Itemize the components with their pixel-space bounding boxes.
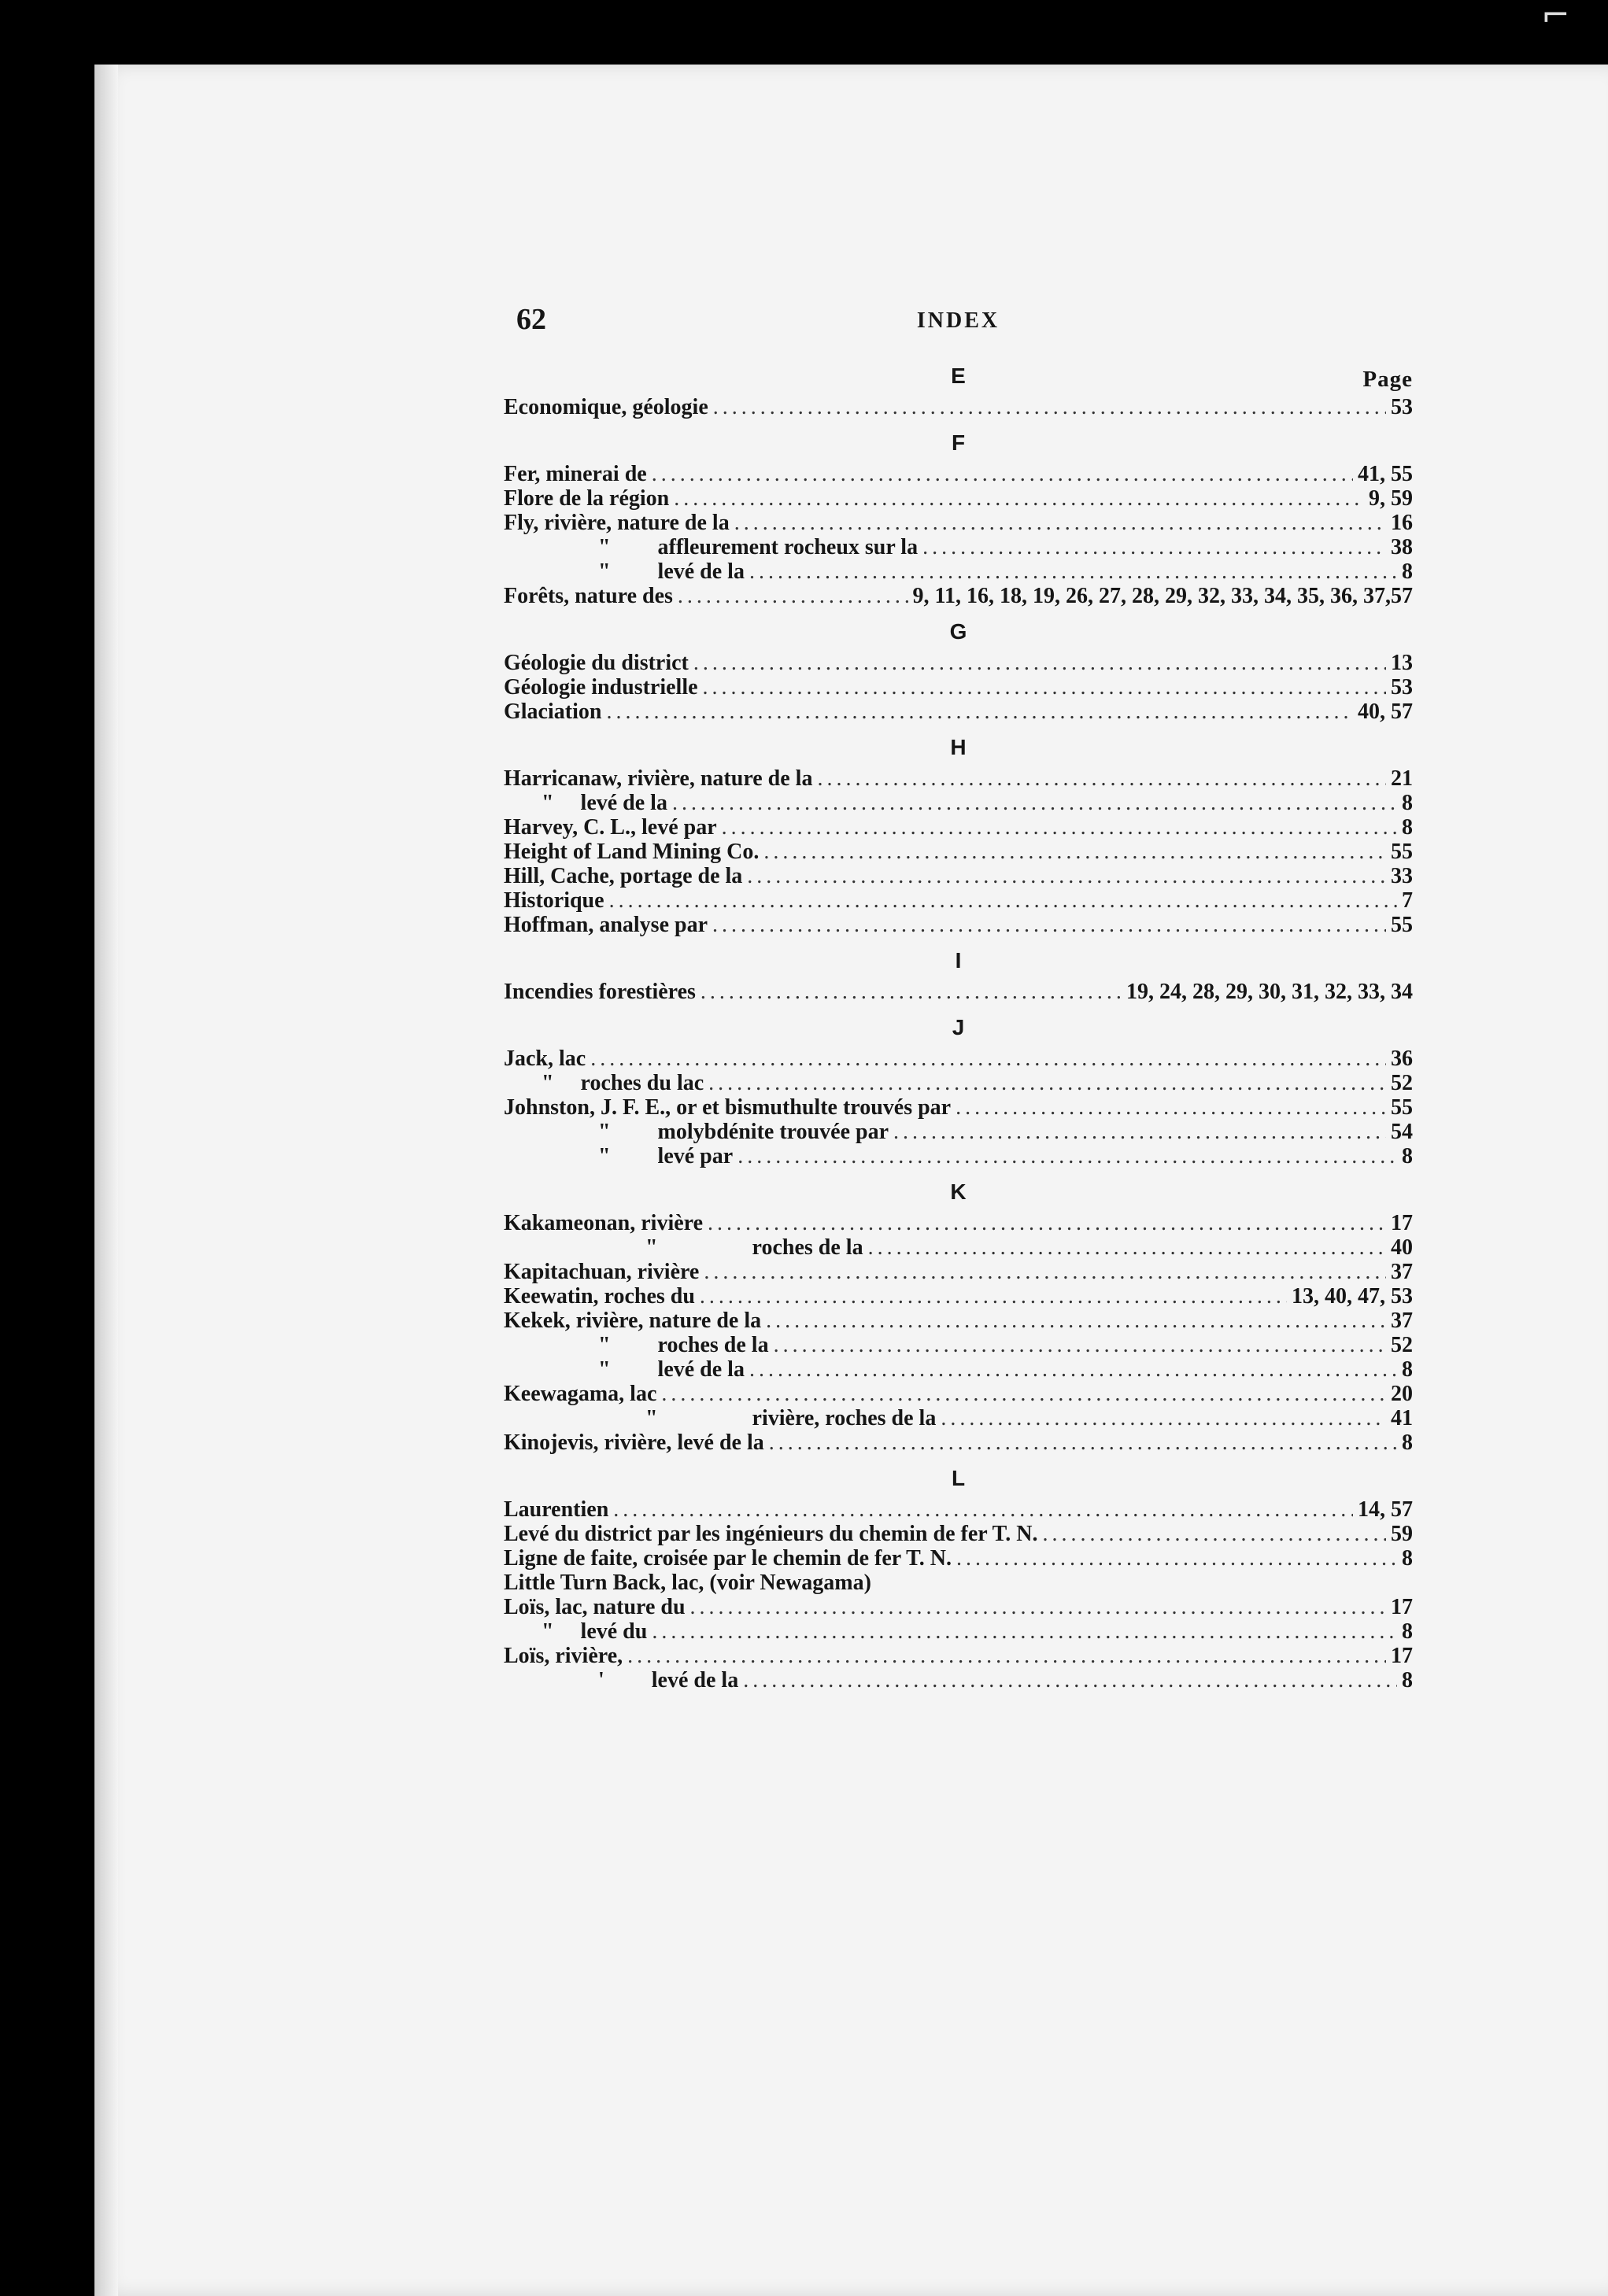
ditto-mark: ' — [598, 1668, 604, 1692]
index-page-refs: 9, 59 — [1369, 486, 1413, 511]
index-term-text: Levé du district par les ingénieurs du chemin de fer T. N. — [504, 1522, 1038, 1546]
index-term — [504, 1406, 936, 1430]
leader-dots — [774, 1333, 1386, 1357]
leader-dots — [817, 766, 1386, 791]
ditto-mark: " — [598, 1120, 611, 1144]
leader-dots — [737, 1144, 1397, 1168]
ditto-mark: " — [542, 1071, 554, 1095]
index-page-refs: 17 — [1391, 1595, 1413, 1619]
index-entry — [504, 1382, 1413, 1406]
page-edge-shadow — [94, 65, 118, 2296]
index-section-k — [504, 1179, 1413, 1455]
index-page-refs: 38 — [1391, 535, 1413, 559]
section-letter-row — [504, 1466, 1413, 1497]
index-term — [504, 651, 689, 675]
index-entry — [504, 675, 1413, 700]
index-page-refs: 17 — [1391, 1644, 1413, 1668]
index-entry — [504, 535, 1413, 559]
index-entry — [504, 1071, 1413, 1095]
index-entry — [504, 766, 1413, 791]
index-term — [504, 1046, 586, 1071]
index-entry — [504, 559, 1413, 584]
leader-dots — [672, 791, 1397, 815]
leader-dots — [704, 1260, 1386, 1284]
index-term — [504, 1260, 699, 1284]
section-letter: L — [951, 1466, 966, 1490]
index-term-text: affleurement rocheux sur la — [657, 535, 919, 559]
index-entry — [504, 1333, 1413, 1357]
leader-dots — [734, 511, 1386, 535]
section-letter-row — [504, 619, 1413, 651]
index-term-text: Keewatin, roches du — [504, 1284, 695, 1309]
index-term-text: Forêts, nature des — [504, 584, 673, 608]
index-page-refs: 41, 55 — [1358, 462, 1413, 486]
section-letter: J — [952, 1015, 965, 1039]
index-page-refs: 37 — [1391, 1260, 1413, 1284]
index-page-refs: 8 — [1402, 1144, 1413, 1168]
section-letter: F — [951, 430, 966, 455]
index-section-e — [504, 364, 1413, 419]
index-term — [504, 1595, 686, 1619]
ditto-mark: " — [598, 1144, 611, 1168]
leader-dots — [674, 486, 1364, 511]
index-section-j — [504, 1015, 1413, 1168]
index-term-text: levé de la — [657, 559, 745, 584]
ditto-mark: " — [645, 1406, 658, 1430]
page-number: 62 — [516, 303, 546, 336]
leader-dots — [613, 1497, 1353, 1522]
index-term — [504, 1211, 703, 1235]
index-term-text: Géologie industrielle — [504, 675, 698, 700]
ditto-mark: " — [542, 1619, 554, 1644]
leader-dots — [747, 864, 1386, 888]
index-term — [504, 1144, 733, 1168]
index-page-refs: 55 — [1391, 913, 1413, 937]
index-entry — [504, 815, 1413, 840]
index-entry — [504, 840, 1413, 864]
index-page-refs: 33 — [1391, 864, 1413, 888]
leader-dots — [708, 1211, 1386, 1235]
index-term-text: Kakameonan, rivière — [504, 1211, 704, 1235]
index-page-refs: 40, 57 — [1358, 700, 1413, 724]
index-page-refs: 20 — [1391, 1382, 1413, 1406]
index-entry — [504, 1260, 1413, 1284]
leader-dots — [700, 1284, 1287, 1309]
section-letter: E — [951, 364, 966, 388]
index-entry — [504, 864, 1413, 888]
index-page-refs: 8 — [1402, 1546, 1413, 1571]
leader-dots — [941, 1406, 1386, 1430]
index-entry — [504, 511, 1413, 535]
leader-dots — [627, 1644, 1386, 1668]
index-term — [504, 1668, 738, 1692]
index-term-text: Kapitachuan, rivière — [504, 1260, 700, 1284]
index-term — [504, 1619, 647, 1644]
index-term-text: levé de la — [657, 1357, 745, 1382]
index-entry — [504, 1668, 1413, 1692]
index-page-refs: 55 — [1391, 1095, 1413, 1120]
index-term — [504, 1644, 623, 1668]
index-entry — [504, 1309, 1413, 1333]
index-term — [504, 1357, 745, 1382]
index-term — [504, 913, 708, 937]
index-term-text: Glaciation — [504, 700, 602, 724]
index-term — [504, 700, 601, 724]
index-term-text: Little Turn Back, lac, (voir Newagama) — [504, 1571, 871, 1595]
index-term-text: Harvey, C. L., levé par — [504, 815, 717, 840]
index-entry — [504, 1644, 1413, 1668]
leader-dots — [722, 815, 1397, 840]
index-term-text: Economique, géologie — [504, 395, 708, 419]
index-entry — [504, 1046, 1413, 1071]
index-term-text: Hoffman, analyse par — [504, 913, 708, 937]
index-term — [504, 791, 667, 815]
index-term — [504, 1571, 871, 1595]
index-term — [504, 1333, 769, 1357]
index-page-refs: 36 — [1391, 1046, 1413, 1071]
index-section-f — [504, 430, 1413, 608]
index-term-text: Flore de la région — [504, 486, 670, 511]
index-term-text: Kinojevis, rivière, levé de la — [504, 1430, 764, 1455]
leader-dots — [708, 1071, 1386, 1095]
index-term — [504, 1382, 656, 1406]
index-page-refs: 17 — [1391, 1211, 1413, 1235]
index-page-refs: 52 — [1391, 1071, 1413, 1095]
index-entry — [504, 1546, 1413, 1571]
index-term — [504, 766, 812, 791]
index-entry — [504, 1357, 1413, 1382]
index-term-text: Harricanaw, rivière, nature de la — [504, 766, 813, 791]
index-term-text: Incendies forestières — [504, 980, 696, 1004]
index-term-text: rivière, roches de la — [752, 1406, 937, 1430]
section-letter: H — [950, 735, 967, 759]
section-letter-row — [504, 364, 1413, 395]
index-term — [504, 486, 669, 511]
index-page-refs: 53 — [1391, 675, 1413, 700]
index-term — [504, 462, 647, 486]
index-page-refs: 8 — [1402, 791, 1413, 815]
index-entry — [504, 651, 1413, 675]
index-page-refs: 40 — [1391, 1235, 1413, 1260]
index-term — [504, 815, 717, 840]
index-entry — [504, 584, 1413, 608]
index-entry — [504, 1120, 1413, 1144]
ditto-mark: " — [645, 1235, 658, 1260]
index-entry — [504, 462, 1413, 486]
section-letter: I — [955, 948, 962, 973]
section-letter-row — [504, 948, 1413, 980]
leader-dots — [956, 1546, 1397, 1571]
index-entry — [504, 913, 1413, 937]
leader-dots — [743, 1668, 1397, 1692]
leader-dots — [1043, 1522, 1387, 1546]
leader-dots — [609, 888, 1397, 913]
index-entry — [504, 1284, 1413, 1309]
index-entry — [504, 1235, 1413, 1260]
running-title: INDEX — [916, 308, 1000, 333]
index-page-refs: 14, 57 — [1358, 1497, 1413, 1522]
index-page-refs: 19, 24, 28, 29, 30, 31, 32, 33, 34 — [1126, 980, 1413, 1004]
index-entry — [504, 980, 1413, 1004]
index-entry — [504, 1406, 1413, 1430]
index-term — [504, 511, 730, 535]
index-page-refs: 16 — [1391, 511, 1413, 535]
index-term — [504, 1095, 951, 1120]
index-entry — [504, 395, 1413, 419]
index-term — [504, 584, 673, 608]
index-term — [504, 1546, 952, 1571]
index-term-text: Johnston, J. F. E., or et bismuthulte trouvés par — [504, 1095, 952, 1120]
index-term-text: Géologie du district — [504, 651, 689, 675]
ditto-mark: " — [598, 535, 611, 559]
index-page-refs: 13, 40, 47, 53 — [1292, 1284, 1413, 1309]
ditto-mark: " — [598, 1333, 611, 1357]
index-section-h — [504, 735, 1413, 937]
index-section-g — [504, 619, 1413, 724]
leader-dots — [606, 700, 1353, 724]
index-term — [504, 1120, 889, 1144]
index-page-refs: 13 — [1391, 651, 1413, 675]
index-entry — [504, 700, 1413, 724]
index-term-text: Jack, lac — [504, 1046, 586, 1071]
index-term-text: Fer, minerai de — [504, 462, 647, 486]
index-term-text: levé de la — [580, 791, 667, 815]
section-letter-row — [504, 1179, 1413, 1211]
index-term — [504, 888, 604, 913]
leader-dots — [712, 913, 1386, 937]
index-term-text: roches de la — [657, 1333, 769, 1357]
index-term — [504, 980, 696, 1004]
page-header — [504, 302, 1413, 353]
index-entry — [504, 1211, 1413, 1235]
index-term — [504, 864, 742, 888]
index-term — [504, 675, 698, 700]
index-page-refs: 9, 11, 16, 18, 19, 26, 27, 28, 29, 32, 33, 34, 35, 36, 37,57 — [912, 584, 1413, 608]
index-page-refs: 41 — [1391, 1406, 1413, 1430]
index-page-content — [504, 302, 1413, 1704]
index-page-refs: 53 — [1391, 395, 1413, 419]
index-page-refs: 7 — [1402, 888, 1413, 913]
page-column-label: Page — [1362, 367, 1413, 392]
index-term — [504, 1284, 695, 1309]
leader-dots — [693, 651, 1386, 675]
index-term — [504, 535, 918, 559]
index-sections — [504, 364, 1413, 1692]
index-term-text: levé de la — [651, 1668, 739, 1692]
leader-dots — [763, 840, 1386, 864]
index-page-refs: 8 — [1402, 1357, 1413, 1382]
index-entry — [504, 1595, 1413, 1619]
index-term — [504, 1309, 761, 1333]
index-term — [504, 840, 759, 864]
index-entry — [504, 1571, 1413, 1595]
index-term-text: Kekek, rivière, nature de la — [504, 1309, 762, 1333]
index-entry — [504, 1430, 1413, 1455]
index-term-text: Fly, rivière, nature de la — [504, 511, 730, 535]
index-section-l — [504, 1466, 1413, 1692]
leader-dots — [766, 1309, 1386, 1333]
index-entry — [504, 486, 1413, 511]
index-entry — [504, 1095, 1413, 1120]
index-term-text: Ligne de faite, croisée par le chemin de fer T. N. — [504, 1546, 952, 1571]
index-term-text: Historique — [504, 888, 604, 913]
index-term-text: Height of Land Mining Co. — [504, 840, 760, 864]
index-entry — [504, 1497, 1413, 1522]
leader-dots — [868, 1235, 1386, 1260]
index-term — [504, 559, 745, 584]
section-letter-row — [504, 430, 1413, 462]
ditto-mark: " — [598, 559, 611, 584]
ditto-mark: " — [598, 1357, 611, 1382]
index-term-text: Keewagama, lac — [504, 1382, 657, 1406]
leader-dots — [700, 980, 1122, 1004]
index-entry — [504, 1522, 1413, 1546]
leader-dots — [690, 1595, 1386, 1619]
leader-dots — [652, 1619, 1397, 1644]
index-term-text: molybdénite trouvée par — [657, 1120, 889, 1144]
index-term — [504, 1430, 764, 1455]
leader-dots — [922, 535, 1386, 559]
corner-scan-mark: ⌐ — [1541, 0, 1570, 35]
index-term — [504, 1497, 608, 1522]
leader-dots — [652, 462, 1353, 486]
index-page-refs: 8 — [1402, 1619, 1413, 1644]
index-entry — [504, 1144, 1413, 1168]
index-term-text: roches du lac — [580, 1071, 704, 1095]
index-page-refs: 55 — [1391, 840, 1413, 864]
index-entry — [504, 1619, 1413, 1644]
index-section-i — [504, 948, 1413, 1004]
index-term-text: levé du — [580, 1619, 648, 1644]
section-letter-row — [504, 735, 1413, 766]
index-term-text: Laurentien — [504, 1497, 609, 1522]
index-page-refs: 8 — [1402, 815, 1413, 840]
leader-dots — [661, 1382, 1386, 1406]
index-term-text: Loïs, lac, nature du — [504, 1595, 686, 1619]
section-letter: K — [950, 1179, 967, 1204]
leader-dots — [678, 584, 908, 608]
section-letter: G — [949, 619, 967, 644]
index-page-refs: 8 — [1402, 559, 1413, 584]
section-letter-row — [504, 1015, 1413, 1046]
leader-dots — [703, 675, 1386, 700]
leader-dots — [769, 1430, 1397, 1455]
index-page-refs: 8 — [1402, 1430, 1413, 1455]
leader-dots — [749, 559, 1397, 584]
index-term-text: Hill, Cache, portage de la — [504, 864, 743, 888]
index-term — [504, 1522, 1038, 1546]
index-entry — [504, 888, 1413, 913]
index-page-refs: 59 — [1391, 1522, 1413, 1546]
index-term — [504, 395, 708, 419]
leader-dots — [893, 1120, 1386, 1144]
index-page-refs: 8 — [1402, 1668, 1413, 1692]
leader-dots — [713, 395, 1386, 419]
index-term-text: Loïs, rivière, — [504, 1644, 623, 1668]
index-page-refs: 52 — [1391, 1333, 1413, 1357]
index-term-text: roches de la — [752, 1235, 863, 1260]
index-page-refs: 54 — [1391, 1120, 1413, 1144]
index-term — [504, 1235, 863, 1260]
index-page-refs: 21 — [1391, 766, 1413, 791]
index-entry — [504, 791, 1413, 815]
index-term-text: levé par — [657, 1144, 734, 1168]
index-term — [504, 1071, 704, 1095]
leader-dots — [956, 1095, 1386, 1120]
ditto-mark: " — [542, 791, 554, 815]
leader-dots — [590, 1046, 1386, 1071]
index-page-refs: 37 — [1391, 1309, 1413, 1333]
leader-dots — [749, 1357, 1397, 1382]
